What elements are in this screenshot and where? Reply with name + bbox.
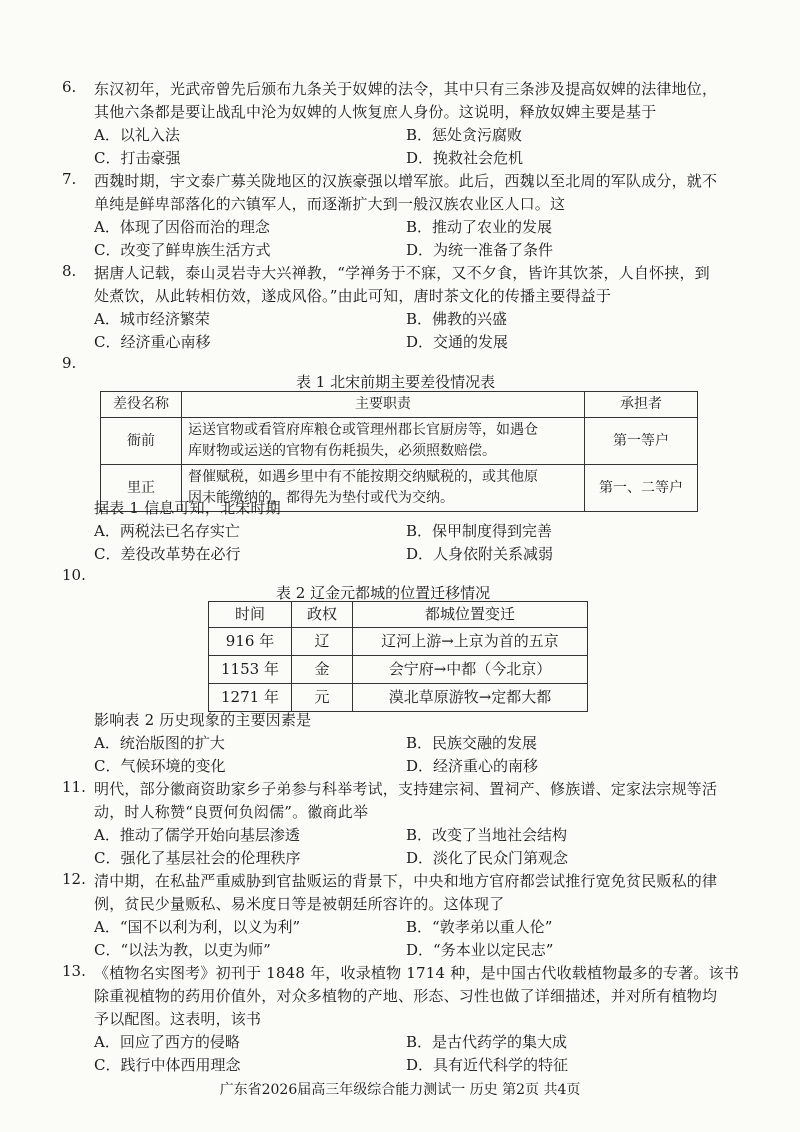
table-cell-line: 运送官物或看管府库粮仓或管理州郡长官厨房等，如遇仓 — [188, 422, 538, 438]
option-c: C．强化了基层社会的伦理秩序 — [94, 849, 301, 867]
option-d: D．经济重心的南移 — [406, 757, 539, 775]
option-c: C．经济重心南移 — [94, 333, 211, 351]
option-d: D．交通的发展 — [406, 333, 509, 351]
option-b: B．保甲制度得到完善 — [406, 522, 553, 540]
table-cell: 衙前 — [101, 418, 182, 465]
table-header-cell: 主要职责 — [182, 392, 585, 418]
table-1 — [100, 391, 698, 512]
option-a: A．两税法已名存实亡 — [94, 522, 240, 540]
question-stem-line: 其他六条都是要让战乱中沦为奴婢的人恢复庶人身份。这说明，释放奴婢主要是基于 — [94, 103, 657, 121]
option-c: C．气候环境的变化 — [94, 757, 226, 775]
table-cell-line: 督催赋税，如遇乡里中有不能按期交纳赋税的，或其他原 — [188, 469, 538, 485]
table-1-title: 表 1 北宋前期主要差役情况表 — [296, 373, 496, 391]
question-number: 6. — [62, 78, 77, 96]
table-row — [209, 684, 588, 712]
question-stem-line: 东汉初年，光武帝曾先后颁布九条关于奴婢的法令，其中只有三条涉及提高奴婢的法律地位， — [94, 80, 718, 98]
question-number: 12. — [62, 870, 86, 888]
question-stem-line: 《植物名实图考》初刊于 1848 年，收录植物 1714 种，是中国古代收载植物最多的专著。该书 — [94, 964, 740, 982]
table-cell-line: 库财物或运送的官物有伤耗损失，必须照数赔偿。 — [188, 443, 496, 459]
question-number: 7. — [62, 170, 77, 188]
question-number: 10. — [62, 566, 86, 584]
table-cell: 辽河上游→上京为首的五京 — [353, 628, 588, 656]
option-c: C．践行中体西用理念 — [94, 1056, 241, 1074]
question-stem-line: 单纯是鲜卑部落化的六镇军人，而逐渐扩大到一般汉族农业区人口。这 — [94, 195, 566, 213]
option-c: C．“以法为教，以吏为师” — [94, 941, 271, 959]
option-d: D．具有近代科学的特征 — [406, 1056, 569, 1074]
question-stem-line: 清中期，在私盐严重威胁到官盐贩运的背景下，中央和地方官府都尝试推行宽免贫民贩私的律 — [94, 872, 718, 890]
table-2 — [208, 601, 588, 712]
question-stem-line: 动，时人称赞“良贾何负闳儒”。徽商此举 — [94, 803, 369, 821]
option-b: B．改变了当地社会结构 — [406, 826, 568, 844]
option-b: B．惩处贪污腐败 — [406, 126, 523, 144]
question-stem-line: 例，贫民少量贩私、易米度日等是被朝廷所容许的。这体现了 — [94, 895, 505, 913]
table-cell: 元 — [292, 684, 353, 712]
question-stem-line: 明代，部分徽商资助家乡子弟参与科举考试，支持建宗祠、置祠产、修族谱、定家法宗规等活 — [94, 780, 718, 798]
option-b: B．推动了农业的发展 — [406, 218, 553, 236]
option-b: B．“敦孝弟以重人伦” — [406, 918, 553, 936]
table-cell: 第一等户 — [585, 418, 698, 465]
option-a: A．体现了因俗而治的理念 — [94, 218, 270, 236]
page-footer: 广东省2026届高三年级综合能力测试一 历史 第2页 共4页 — [219, 1082, 581, 1098]
option-b: B．民族交融的发展 — [406, 734, 538, 752]
table-header-cell: 差役名称 — [101, 392, 182, 418]
table-cell: 辽 — [292, 628, 353, 656]
table-header-cell: 时间 — [209, 602, 292, 628]
table-header-cell: 承担者 — [585, 392, 698, 418]
option-d: D．为统一准备了条件 — [406, 241, 554, 259]
option-a: A．统治版图的扩大 — [94, 734, 225, 752]
table-cell: 会宁府→中都（今北京） — [353, 656, 588, 684]
question-stem-line: 影响表 2 历史现象的主要因素是 — [94, 711, 312, 729]
table-header-row — [209, 602, 588, 628]
question-stem-line: 据唐人记载，泰山灵岩寺大兴禅教，“学禅务于不寐，又不夕食，皆许其饮茶，人自怀挟，到 — [94, 264, 710, 282]
table-cell — [182, 418, 585, 465]
table-row — [209, 628, 588, 656]
question-stem-line: 据表 1 信息可知，北宋时期 — [94, 499, 281, 517]
option-a: A．推动了儒学开始向基层渗透 — [94, 826, 300, 844]
option-c: C．打击豪强 — [94, 149, 181, 167]
table-cell-line: 因未能缴纳的，都得先为垫付或代为交纳。 — [188, 490, 454, 506]
option-b: B．佛教的兴盛 — [406, 310, 508, 328]
question-number: 8. — [62, 262, 77, 280]
option-a: A．“国不以利为利，以义为利” — [94, 918, 301, 936]
table-cell: 第一、二等户 — [585, 465, 698, 512]
table-cell: 金 — [292, 656, 353, 684]
option-d: D．“务本业以定民志” — [406, 941, 554, 959]
option-a: A．以礼入法 — [94, 126, 180, 144]
table-cell: 916 年 — [209, 628, 292, 656]
option-d: D．淡化了民众门第观念 — [406, 849, 569, 867]
table-header-cell: 政权 — [292, 602, 353, 628]
table-2-title: 表 2 辽金元都城的位置迁移情况 — [276, 584, 491, 602]
table-cell: 里正 — [101, 465, 182, 512]
table-cell: 1153 年 — [209, 656, 292, 684]
option-b: B．是古代药学的集大成 — [406, 1033, 568, 1051]
table-header-row — [101, 392, 698, 418]
question-stem-line: 处煮饮，从此转相仿效，遂成风俗。”由此可知，唐时茶文化的传播主要得益于 — [94, 287, 612, 305]
table-row — [209, 656, 588, 684]
option-d: D．人身依附关系减弱 — [406, 545, 554, 563]
option-d: D．挽救社会危机 — [406, 149, 524, 167]
table-row — [101, 418, 698, 465]
table-cell: 漠北草原游牧→定都大都 — [353, 684, 588, 712]
option-c: C．差役改革势在必行 — [94, 545, 241, 563]
table-header-cell: 都城位置变迁 — [353, 602, 588, 628]
option-a: A．回应了西方的侵略 — [94, 1033, 240, 1051]
table-cell: 1271 年 — [209, 684, 292, 712]
option-c: C．改变了鲜卑族生活方式 — [94, 241, 271, 259]
question-number: 9. — [62, 354, 77, 372]
option-a: A．城市经济繁荣 — [94, 310, 210, 328]
question-stem-line: 西魏时期，宇文泰广募关陇地区的汉族豪强以增军旅。此后，西魏以至北周的军队成分，就不 — [94, 172, 718, 190]
question-number: 13. — [62, 962, 86, 980]
question-stem-line: 予以配图。这表明，该书 — [94, 1010, 262, 1028]
question-number: 11. — [62, 778, 86, 796]
question-stem-line: 除重视植物的药用价值外，对众多植物的产地、形态、习性也做了详细描述，并对所有植物均 — [94, 987, 718, 1005]
